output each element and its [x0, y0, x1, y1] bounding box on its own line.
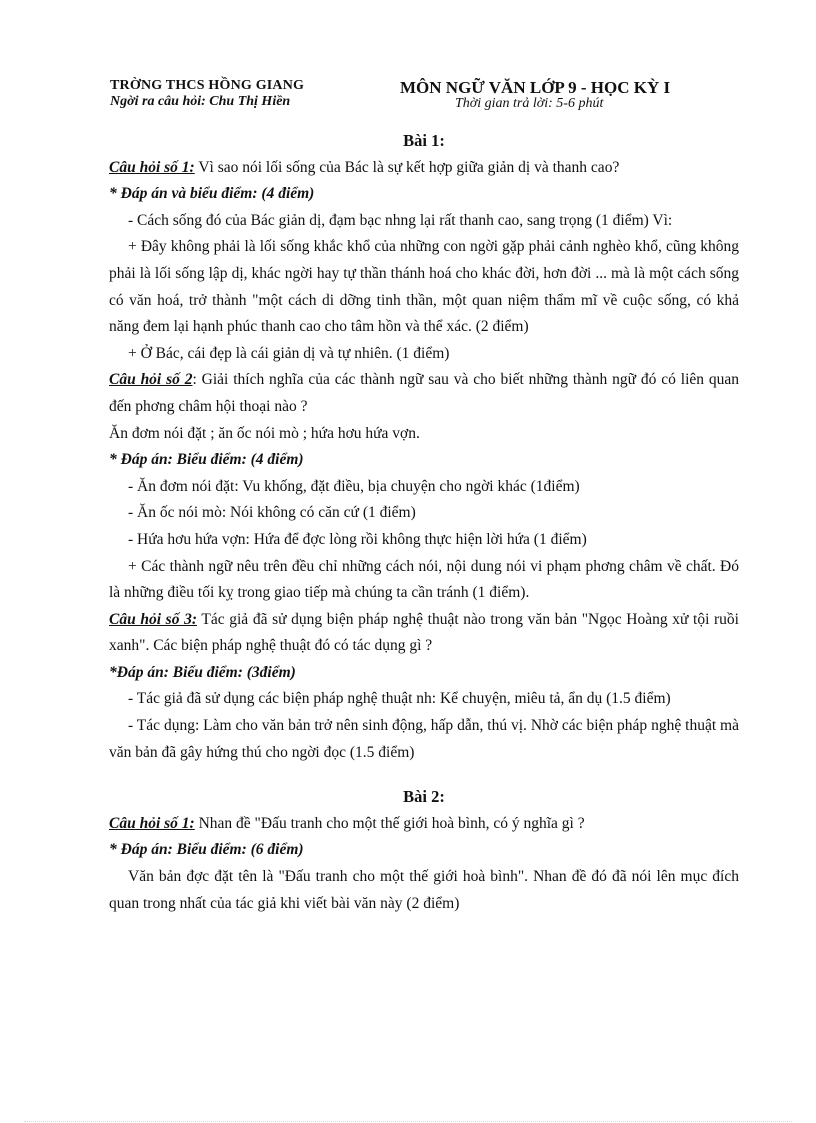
question-text: Vì sao nói lối sống của Bác là sự kết hợp giữa giản dị và thanh cao?	[194, 158, 620, 176]
answer-line: - Hứa hơu hứa vợn: Hứa để đợc lòng rồi không thực hiện lời hứa (1 điểm)	[128, 530, 587, 548]
section-spacer	[109, 766, 739, 784]
subject-title: MÔN NGỮ VĂN LỚP 9 - HỌC KỲ I	[400, 78, 671, 97]
question-label: Câu hỏi số 1:	[109, 158, 195, 176]
question-2	[109, 367, 739, 420]
answer-heading: *Đáp án: Biểu điểm: (3điểm)	[109, 663, 296, 681]
answer-line: + Đây không phải là lối sống khắc khổ của những con ngời gặp phải cảnh nghèo khổ, cũng không phải là lối sống lập dị, khác ngời hay tự thần thánh hoá cho khác đời, hơn đời ... mà là một cách sống có văn hoá, trở thành "một cách di dỡng tinh thần, một quan niệm thẩm mĩ về cuộc sống, có khả năng đem lại hạnh phúc thanh cao cho tâm hồn và thể xác. (2 điểm)	[109, 238, 739, 336]
question-idioms: Ăn đơm nói đặt ; ăn ốc nói mò ; hứa hơu hứa vợn.	[109, 424, 420, 442]
header-right	[400, 78, 730, 111]
question-label: Câu hỏi số 1:	[109, 814, 195, 832]
question-label: Câu hỏi số 2	[109, 371, 193, 389]
answer-line: + Ở Bác, cái đẹp là cái giản dị và tự nhiên. (1 điểm)	[128, 344, 450, 362]
question-1	[109, 811, 739, 838]
answer-heading: * Đáp án: Biểu điểm: (6 điểm)	[109, 841, 304, 859]
school-name: TRỜNG THCS HỒNG GIANG	[110, 78, 305, 93]
answer-line: - Tác giả đã sử dụng các biện pháp nghệ thuật nh: Kể chuyện, miêu tả, ẩn dụ (1.5 điểm)	[128, 690, 671, 708]
question-1	[109, 155, 739, 182]
section-title: Bài 1:	[403, 131, 445, 150]
question-3	[109, 607, 739, 660]
answer-line: - Tác dụng: Làm cho văn bản trở nên sinh động, hấp dẫn, thú vị. Nhờ các biện pháp nghệ thuật mà văn bản đã gây hứng thú cho ngời đọc (1.5 điểm)	[109, 717, 739, 761]
question-text: Tác giả đã sử dụng biện pháp nghệ thuật nào trong văn bản "Ngọc Hoàng xử tội ruồi xanh". Các biện pháp nghệ thuật đó có tác dụng gì ?	[109, 610, 739, 655]
answer-time: Thời gian trả lời: 5-6 phút	[455, 96, 604, 111]
header-left	[110, 78, 380, 109]
question-label: Câu hỏi số 3:	[109, 610, 198, 628]
answer-line: - Ăn đơm nói đặt: Vu khống, đặt điều, bịa chuyện cho ngời khác (1điểm)	[128, 477, 580, 495]
answer-line: + Các thành ngữ nêu trên đều chỉ những cách nói, nội dung nói vi phạm phơng châm về chất. Đó là những điều tối kỵ trong giao tiếp mà chúng ta cần tránh (1 điểm).	[109, 557, 739, 602]
answer-line: - Ăn ốc nói mò: Nói không có căn cứ (1 điểm)	[128, 504, 416, 522]
page-bottom-divider	[24, 1121, 792, 1122]
question-author: Ngời ra câu hỏi: Chu Thị Hiền	[110, 94, 291, 109]
answer-line: - Cách sống đó của Bác giản dị, đạm bạc nhng lại rất thanh cao, sang trọng (1 điểm) Vì:	[128, 211, 673, 229]
question-text: Nhan đề "Đấu tranh cho một thế giới hoà bình, có ý nghĩa gì ?	[194, 814, 585, 832]
section-title: Bài 2:	[403, 787, 445, 807]
answer-line: Văn bản đợc đặt tên là "Đấu tranh cho một thế giới hoà bình". Nhan đề đó đã nói lên mục đích quan trong nhất của tác giả khi viết bài văn này (2 điểm)	[109, 868, 739, 912]
answer-heading: * Đáp án và biểu điểm: (4 điểm)	[109, 185, 315, 203]
answer-heading: * Đáp án: Biểu điểm: (4 điểm)	[109, 451, 304, 469]
document-body	[109, 128, 739, 917]
question-text: : Giải thích nghĩa của các thành ngữ sau và cho biết những thành ngữ đó có liên quan đến phơng châm hội thoại nào ?	[109, 371, 740, 415]
